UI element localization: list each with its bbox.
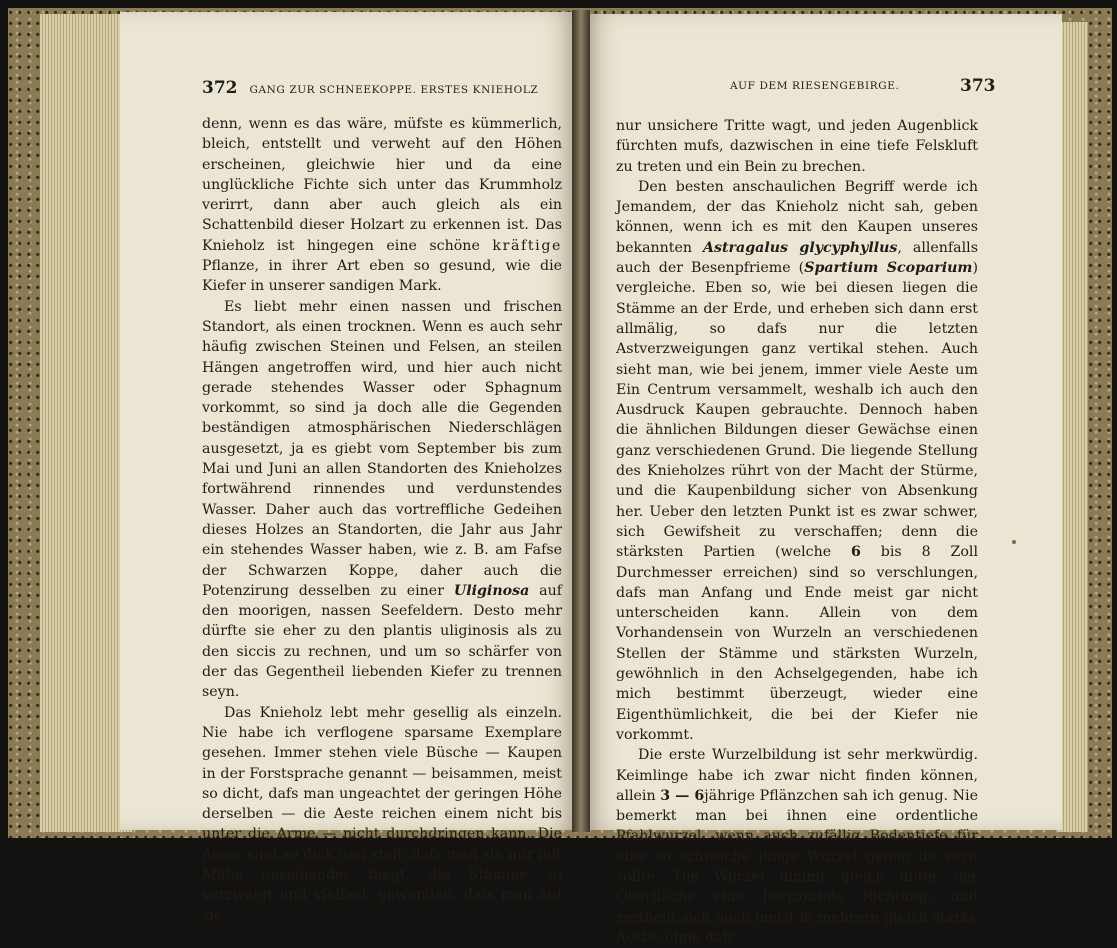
paragraph [202, 703, 562, 926]
paragraph [616, 177, 978, 745]
text-run: 6 [851, 544, 861, 561]
paragraph [202, 297, 562, 703]
text-run: ) vergleiche. Eben so, wie bei diesen liegen die Stämme an der Erde, und erheben sich dann erst allmälig, so dafs nur die letzten Astverzweigungen ganz vertikal stehen. Auch sieht man, wie bei jenem, immer viele Aeste um Ein Centrum versammelt, weshalb ich auch den Ausdruck Kaupen gebrauchte. Dennoch haben die ähnlichen Bildungen dieser Gewächse einen ganz verschiedenen Grund. Die liegende Stellung des Knieholzes rührt von der Macht der Stürme, und die Kaupenbildung sicher von Absenkung her. Ueber den letzten Punkt ist es zwar schwer, sich Gewifsheit zu verschaffen; denn die stärksten Partien (welche [616, 260, 978, 561]
left-page-number: 372 [202, 78, 238, 98]
text-run: nur unsichere Tritte wagt, und jeden Augenblick fürchten mufs, dazwischen in eine tiefe Felskluft zu treten und ein Bein zu brechen. [616, 118, 978, 175]
paragraph [616, 116, 978, 177]
text-run: Den besten anschaulichen Begriff werde ich Jemandem, der das Knieholz nicht sah, geben können, wenn ich es mit den Kaupen unseres bekannten [616, 178, 978, 256]
paragraph [202, 114, 562, 297]
right-page [580, 14, 1062, 946]
book-gutter [572, 10, 590, 832]
text-run: Pflanze, in ihrer Art eben so gesund, wie die Kiefer in unserer sandigen Mark. [202, 258, 562, 295]
paragraph [616, 745, 978, 948]
text-run: Astragalus glycyphyllus [703, 239, 898, 256]
left-body-text [202, 114, 562, 926]
text-run: Das Knieholz lebt mehr gesellig als einzeln. Nie habe ich verflogene sparsame Exemplare gesehen. Immer stehen viele Büsche — Kaupen in der Forstsprache genannt — beisammen, meist so dicht, dafs man ungeachtet der geringen Höhe derselben — die Aeste reichen einem nicht bis unter die Arme — nicht durchdringen kann. Die Aeste sind so dick und steif, dafs man sie nur mit Mühe auseinander biegt, die Stämme so verzweigt und vielfach gewunden, dafs man auf sie [202, 704, 562, 924]
text-run: auf den moorigen, nassen Seefeldern. Desto mehr dürfte sie eher zu den plantis uliginosis als zu den siccis zu rechnen, und um so schärfer von der das Gegentheil liebenden Kiefer zu trennen seyn. [202, 582, 563, 701]
right-head-title: AUF DEM RIESENGEBIRGE. [730, 80, 900, 92]
text-run: Es liebt mehr einen nassen und frischen Standort, als einen trocknen. Wenn es auch sehr häufig zwischen Steinen und Felsen, an steilen Hängen angetroffen wird, und hier auch nicht gerade stehendes Wasser oder Sphagnum vorkommt, so sind ja doch alle die Gegenden beständigen atmosphärischen Niederschlägen ausgesetzt, ja es giebt vom September bis zum Mai und Juni an allen Standorten des Knieholzes fortwährend rinnendes und verdunstendes Wasser. Daher auch das vortreffliche Gedeihen dieses Holzes an Standorten, die Jahr aus Jahr ein stehendes Wasser haben, wie z. B. am Fafse der Schwarzen Koppe, daher auch die Potenzirung desselben zu einer [202, 298, 562, 599]
left-page [120, 12, 582, 924]
paper-speck [1012, 540, 1016, 544]
text-run: denn, wenn es das wäre, müfste es kümmerlich, bleich, entstellt und verweht auf den Höhen erscheinen, gleichwie hier und da eine unglückliche Fichte sich unter das Krummholz verirrt, dann aber auch gleich als ein Schattenbild dieser Holzart zu erkennen ist. Das Knieholz ist hingegen eine schöne [202, 116, 562, 254]
text-run: Die erste Wurzelbildung ist sehr merkwürdig. Keimlinge habe ich zwar nicht finden können, allein [616, 747, 978, 804]
text-run: Spartium Scoparium [804, 260, 973, 277]
right-page-number: 373 [960, 76, 996, 96]
page-edges-left [40, 14, 132, 832]
text-run: bis 8 Zoll Durchmesser erreichen) sind so verschlungen, dafs man Anfang und Ende meist gar nicht unterscheiden kann. Allein von dem Vorhandensein von Wurzeln an verschiedenen Stellen der Stämme und stärksten Wurzeln, gewöhnlich in den Achselgegenden, habe ich mich bestimmt überzeugt, wieder eine Eigenthümlichkeit, die bei der Kiefer nie vorkommt. [616, 544, 978, 743]
text-run: , allenfalls auch der Besenpfrieme ( [616, 239, 978, 277]
right-body-text [616, 116, 978, 948]
text-run: kräftige [492, 237, 562, 254]
text-run: jährige Pflänzchen sah ich genug. Nie bemerkt man bei ihnen eine ordentliche Pfahlwurzel, wenn auch zufällig Bodentiefe für eine so schwache junge Wurzel genug da seyn sollte. Die Wurzel nimmt gleich unter der Oberfläche eine horizontale Richtung, und zertheilt sich auch meist in mehrere gleich starke Aeste, ohne dafs [616, 787, 978, 946]
page-edges-right [1058, 22, 1088, 832]
right-running-head [730, 76, 996, 96]
text-run: 3 — 6 [660, 787, 705, 804]
left-head-title: GANG ZUR SCHNEEKOPPE. ERSTES KNIEHOLZ [249, 84, 539, 96]
left-running-head [202, 78, 612, 98]
text-run: Uliginosa [453, 582, 530, 599]
